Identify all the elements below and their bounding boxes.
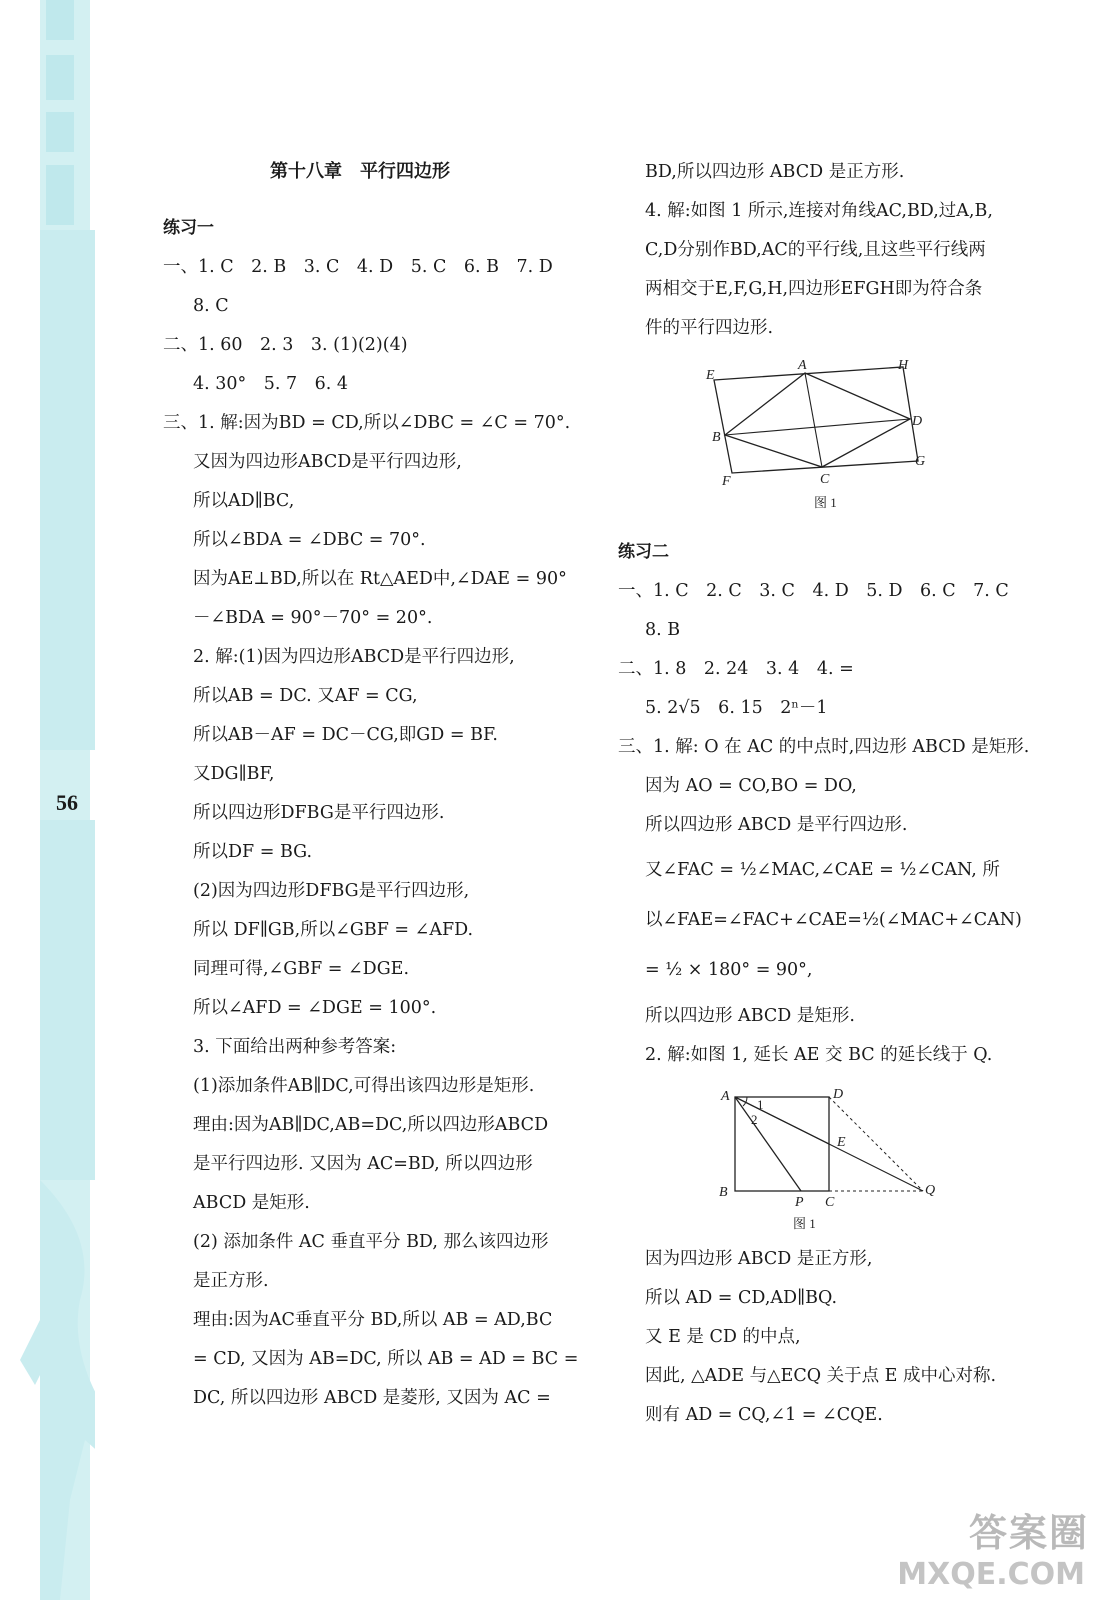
label-a: A xyxy=(721,1089,730,1104)
right-line: 三、1. 解: O 在 AC 的中点时,四边形 ABCD 是矩形. xyxy=(618,737,1030,757)
left-line: (2) 添加条件 AC 垂直平分 BD, 那么该四边形 xyxy=(193,1232,549,1252)
label-a: A xyxy=(798,358,807,373)
left-line: 理由:因为AB∥DC,AB=DC,所以四边形ABCD xyxy=(193,1115,549,1135)
exercise-2-heading: 练习二 xyxy=(618,542,669,562)
watermark xyxy=(899,1502,1089,1592)
left-line: 是平行四边形. 又因为 AC=BD, 所以四边形 xyxy=(193,1154,533,1174)
left-line: 二、1. 60 2. 3 3. (1)(2)(4) xyxy=(163,335,408,355)
right-line: 一、1. C 2. C 3. C 4. D 5. D 6. C 7. C xyxy=(618,581,1009,601)
figure-1-parallelogram xyxy=(700,355,940,515)
label-e: E xyxy=(706,368,715,383)
left-line: 所以 DF∥GB,所以∠GBF = ∠AFD. xyxy=(193,920,474,940)
left-line: 同理可得,∠GBF = ∠DGE. xyxy=(193,959,410,979)
label-d: D xyxy=(912,414,923,429)
right-line: 两相交于E,F,G,H,四边形EFGH即为符合条 xyxy=(645,279,983,299)
left-line: 所以∠BDA = ∠DBC = 70°. xyxy=(193,530,426,550)
left-line: 4. 30° 5. 7 6. 4 xyxy=(193,374,349,394)
right-line: 因为四边形 ABCD 是正方形, xyxy=(645,1249,873,1269)
label-f: F xyxy=(722,474,731,489)
square-abcd xyxy=(735,1097,829,1191)
right-line: BD,所以四边形 ABCD 是正方形. xyxy=(645,162,905,182)
label-angle-1: 1 xyxy=(757,1097,764,1112)
right-line: 所以四边形 ABCD 是平行四边形. xyxy=(645,815,908,835)
right-line: = ½ × 180° = 90°, xyxy=(645,960,813,980)
left-line: (2)因为四边形DFBG是平行四边形, xyxy=(193,881,470,901)
left-line: DC, 所以四边形 ABCD 是菱形, 又因为 AC = xyxy=(193,1388,551,1408)
label-c: C xyxy=(820,472,830,487)
left-line: 所以∠AFD = ∠DGE = 100°. xyxy=(193,998,437,1018)
label-p: P xyxy=(795,1195,804,1210)
figure-2-square xyxy=(715,1082,945,1242)
left-line: 三、1. 解:因为BD = CD,所以∠DBC = ∠C = 70°. xyxy=(163,413,571,433)
left-line: 一、1. C 2. B 3. C 4. D 5. C 6. B 7. D xyxy=(163,257,553,277)
left-line: = CD, 又因为 AB=DC, 所以 AB = AD = BC = xyxy=(193,1349,579,1369)
right-line: C,D分别作BD,AC的平行线,且这些平行线两 xyxy=(645,240,986,260)
right-line: 以∠FAE=∠FAC+∠CAE=½(∠MAC+∠CAN) xyxy=(645,910,1022,930)
diagonal-ac xyxy=(805,373,822,467)
left-line: 所以四边形DFBG是平行四边形. xyxy=(193,803,445,823)
label-b: B xyxy=(719,1185,728,1200)
left-line: 所以AD∥BC, xyxy=(193,491,295,511)
left-line: 所以AB－AF = DC－CG,即GD = BF. xyxy=(193,725,498,745)
diagonal-bd xyxy=(725,419,910,435)
label-d: D xyxy=(833,1087,844,1102)
left-line: 3. 下面给出两种参考答案: xyxy=(193,1037,397,1057)
left-line: 又因为四边形ABCD是平行四边形, xyxy=(193,452,462,472)
right-line: 2. 解:如图 1, 延长 AE 交 BC 的延长线于 Q. xyxy=(645,1045,993,1065)
left-line: 又DG∥BF, xyxy=(193,764,275,784)
right-line: 又 E 是 CD 的中点, xyxy=(645,1327,801,1347)
exercise-1-heading: 练习一 xyxy=(163,218,214,238)
right-line: 所以四边形 ABCD 是矩形. xyxy=(645,1006,855,1026)
right-line: 件的平行四边形. xyxy=(645,318,774,338)
chapter-title: 第十八章 平行四边形 xyxy=(270,161,450,182)
right-line: 二、1. 8 2. 24 3. 4 4. = xyxy=(618,659,854,679)
left-line: ABCD 是矩形. xyxy=(193,1193,310,1213)
left-line: 8. C xyxy=(193,296,229,316)
right-line: 则有 AD = CQ,∠1 = ∠CQE. xyxy=(645,1405,883,1425)
page-number: 56 xyxy=(56,790,78,815)
segment-eq xyxy=(829,1144,923,1191)
figure-1-caption: 图 1 xyxy=(814,495,837,510)
right-line: 因此, △ADE 与△ECQ 关于点 E 成中心对称. xyxy=(645,1366,997,1386)
watermark-logo-text: 答案圈 xyxy=(968,1511,1089,1555)
label-h: H xyxy=(898,358,909,373)
right-line: 又∠FAC = ½∠MAC,∠CAE = ½∠CAN, 所 xyxy=(645,860,1000,880)
left-line: 所以AB = DC. 又AF = CG, xyxy=(193,686,418,706)
watermark-url: MXQE.COM xyxy=(897,1557,1085,1592)
right-line: 5. 2√5 6. 15 2ⁿ－1 xyxy=(645,698,828,718)
figure-2-caption: 图 1 xyxy=(793,1216,816,1231)
label-b: B xyxy=(712,430,721,445)
label-q: Q xyxy=(925,1183,936,1198)
segment-ae xyxy=(735,1097,829,1144)
right-line: 8. B xyxy=(645,620,681,640)
right-line: 所以 AD = CD,AD∥BQ. xyxy=(645,1288,838,1308)
left-line: 因为AE⊥BD,所以在 Rt△AED中,∠DAE = 90° xyxy=(193,569,567,589)
left-line: 是正方形. xyxy=(193,1271,269,1291)
label-g: G xyxy=(915,454,926,469)
decorative-side-strip xyxy=(0,0,95,1600)
right-line: 4. 解:如图 1 所示,连接对角线AC,BD,过A,B, xyxy=(645,201,993,221)
label-angle-2: 2 xyxy=(751,1112,758,1127)
left-line: 2. 解:(1)因为四边形ABCD是平行四边形, xyxy=(193,647,515,667)
right-line: 因为 AO = CO,BO = DO, xyxy=(645,776,857,796)
left-line: －∠BDA = 90°－70° = 20°. xyxy=(193,608,433,628)
segment-ap xyxy=(735,1097,801,1191)
quadrilateral-abcd xyxy=(725,373,910,467)
left-line: 所以DF = BG. xyxy=(193,842,313,862)
left-line: 理由:因为AC垂直平分 BD,所以 AB = AD,BC xyxy=(193,1310,553,1330)
label-e: E xyxy=(837,1135,846,1150)
left-line: (1)添加条件AB∥DC,可得出该四边形是矩形. xyxy=(193,1076,535,1096)
label-c: C xyxy=(825,1195,835,1210)
